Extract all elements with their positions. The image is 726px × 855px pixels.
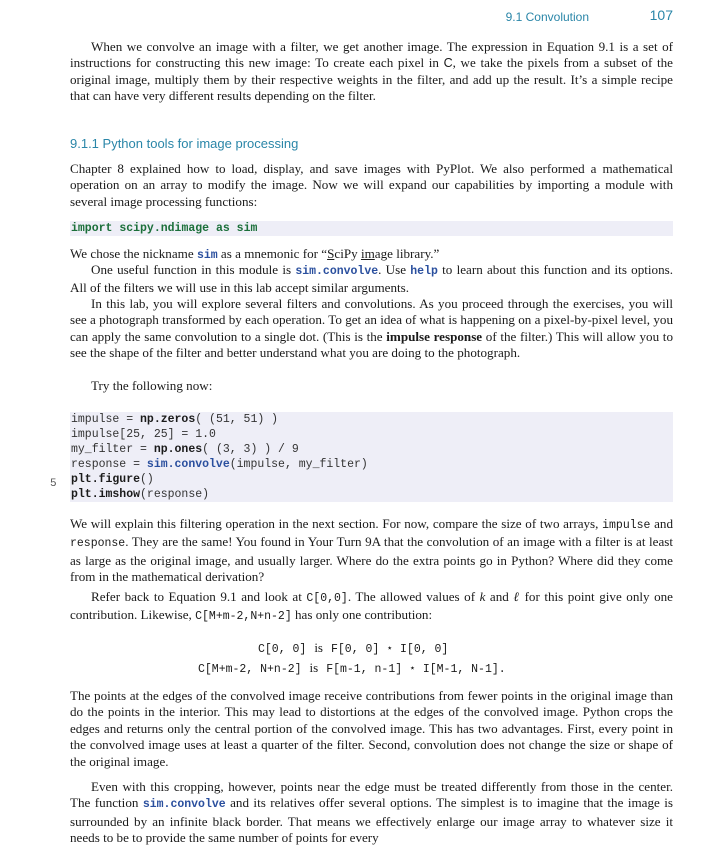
subsection-title: 9.1.1 Python tools for image processing — [70, 136, 299, 151]
example-code-block: impulse = np.zeros( (51, 51) ) impulse[25, 25] = 1.0 my_filter = np.ones( (3, 3) ) / 9 response = sim.convolve(impulse, my_filter) plt.figure() plt.imshow(response) — [70, 412, 673, 502]
page-number: 107 — [649, 7, 673, 23]
useful-function-paragraph: One useful function in this module is sim.convolve. Use help to learn about this function and its options. All of the filters we will use in this lab accept similar arguments. — [70, 262, 673, 296]
import-code-block: import scipy.ndimage as sim — [70, 221, 673, 236]
lab-paragraph: In this lab, you will explore several filters and convolutions. As you proceed through the exercises, you will see a photograph transformed by each operation. To get an idea of what is happening on a pixel-by-pixel level, you can apply the same convolution to a single dot. (This is the impulse response of the filter.) This will allow you to see the shape of the filter and better understand what you are doing to the photograph. — [70, 296, 673, 361]
try-following: Try the following now: — [91, 378, 213, 393]
intro-paragraph: When we convolve an image with a filter, we get another image. The expression in Equation 9.1 is a set of instructions for constructing this new image: To create each pixel in C, we take the pixels from a subset of the original image, multiply them by their respective weights in the filter, and add up the result. It’s a simple recipe that can have very different results depending on the filter. — [70, 39, 673, 104]
section-heading: 9.1 Convolution — [505, 10, 589, 24]
refer-paragraph: Refer back to Equation 9.1 and look at C[0,0]. The allowed values of k and ℓ for this point give only one contribution. Likewise, C[M+m-2,N+n-2] has only one contribution: — [70, 589, 673, 624]
equation-1: C[0, 0] is F[0, 0] ⋆ I[0, 0] — [258, 640, 449, 656]
cropping-paragraph: Even with this cropping, however, points near the edge must be treated differently from those in the center. The function sim.convolve and its relatives offer several options. The simplest is to imagine that the image is surrounded by an infinite black border. That means we effectively enlarge our image array to whatever size it needs to be to provide the same number of points for every — [70, 779, 673, 846]
chapter8-paragraph: Chapter 8 explained how to load, display, and save images with PyPlot. We also performed a mathematical operation on an array to modify the image. Now we will expand our capabilities by importing a module with several image processing functions: — [70, 161, 673, 209]
nickname-paragraph: We chose the nickname sim as a mnemonic for “SciPy image library.” — [70, 246, 440, 262]
edges-paragraph: The points at the edges of the convolved image receive contributions from fewer points in the original image than do the points in the interior. This may lead to distortions at the edges of the convolved image. Python crops the edges and returns only the central portion of the convolved image. This has two advantages. First, every point in the convolved image uses at least a quarter of the filter. Second, convolution does not change the size or shape of the original image. — [70, 688, 673, 769]
explain-paragraph: We will explain this filtering operation in the next section. For now, compare the size of two arrays, impulse and response. They are the same! You found in Your Turn 9A that the convolution of an image with a filter is at least as large as the original image, and usually larger. Where do the extra points go in Python? Where did they come from in the mathematical derivation? — [70, 516, 673, 585]
equation-2: C[M+m-2, N+n-2] is F[m-1, n-1] ⋆ I[M-1, N-1]. — [198, 660, 506, 676]
code-line-number: 5 — [50, 478, 57, 490]
